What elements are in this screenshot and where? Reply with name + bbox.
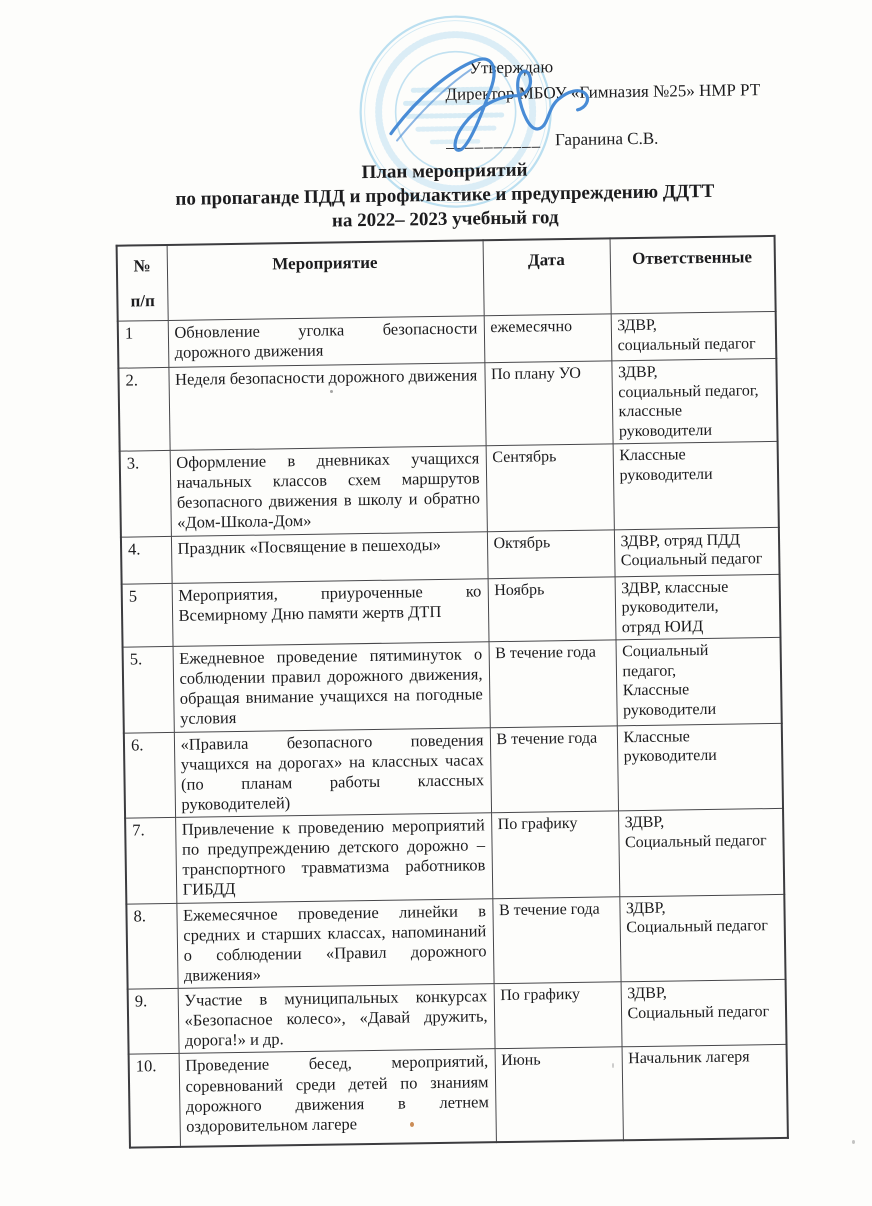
scan-speck <box>612 1063 614 1068</box>
row-activity: Обновление уголка безопасности дорожного движения <box>168 316 485 368</box>
row-date: Июнь <box>495 1047 623 1142</box>
header-number-top: № <box>133 256 151 276</box>
table-row <box>122 574 781 647</box>
row-date: ежемесячно <box>484 314 612 363</box>
row-number: 3. <box>120 451 171 537</box>
row-date: Сентябрь <box>486 444 614 531</box>
row-activity: Праздник «Посвящение в пешеходы» <box>171 531 488 583</box>
signature-icon <box>373 42 605 165</box>
row-number: 8. <box>126 903 177 989</box>
row-date: По графику <box>494 982 622 1049</box>
table-row <box>126 894 785 989</box>
activities-table <box>116 235 789 1149</box>
row-responsible: Начальник лагеря <box>622 1045 788 1141</box>
row-date: Октябрь <box>487 529 615 578</box>
table-row <box>120 441 779 536</box>
signature-line: __________ <box>445 130 542 151</box>
header-number-bottom: п/п <box>130 290 155 311</box>
row-number: 1 <box>118 320 169 368</box>
row-responsible: ЗДВР, отряд ПДД Социальный педагог <box>614 527 780 576</box>
row-activity: Неделя безопасности дорожного движения <box>168 363 485 451</box>
row-responsible: ЗДВР, классные руководители, отряд ЮИД <box>615 574 781 640</box>
director-line: Директор МБОУ «Гимназия №25» НМР РТ <box>445 80 761 104</box>
row-activity: Оформление в дневниках учащихся начальных классов схем маршрутов безопасного движения в школу и обратно «Дом-Школа-Дом» <box>170 446 487 536</box>
scan-speck <box>852 1140 855 1144</box>
row-number: 2. <box>118 367 169 451</box>
row-activity: Ежемесячное проведение линейки в средних и старших классах, напоминаний о соблюдении «Правил дорожного движения» <box>176 898 493 988</box>
row-date: По плану УО <box>484 361 612 446</box>
row-number: 4. <box>121 536 172 584</box>
row-responsible: ЗДВР, социальный педагог, классные руководители <box>611 358 777 444</box>
title-line-2: по пропаганде ПДД и профилактике и предупреждению ДДТТ <box>175 180 715 210</box>
row-responsible: ЗДВР, Социальный педагог <box>621 979 787 1047</box>
row-responsible: ЗДВР, Социальный педагог <box>618 808 784 896</box>
signer-name: Гаранина С.В. <box>554 128 659 150</box>
row-activity: Участие в муниципальных конкурсах «Безопасное колесо», «Давай дружить, дорога!» и др. <box>178 984 495 1054</box>
row-date: В течение года <box>492 896 620 983</box>
scan-speck <box>330 390 333 393</box>
table-header-row <box>117 236 776 321</box>
row-number: 5 <box>122 583 173 647</box>
row-date: Ноябрь <box>488 576 616 641</box>
row-activity: «Правила безопасного поведения учащихся на дорогах» на классных часах (по планам работы классных руководителей) <box>174 727 491 817</box>
header-number <box>117 245 168 321</box>
header-responsible: Ответственные <box>610 236 776 314</box>
row-number: 9. <box>128 988 179 1054</box>
title-line-3: на 2022– 2023 учебный год <box>331 207 559 232</box>
approval-word: Утверждаю <box>468 57 554 78</box>
row-responsible: Классные руководители <box>613 441 779 529</box>
row-activity: Ежедневное проведение пятиминуток о соблюдении правил дорожного движения, обращая внимание учащихся на погодные условия <box>173 642 490 732</box>
row-responsible: ЗДВР, социальный педагог <box>611 311 777 360</box>
row-number: 6. <box>124 732 175 818</box>
row-responsible: ЗДВР, Социальный педагог <box>619 894 785 982</box>
row-date: По графику <box>491 811 619 898</box>
row-responsible: Классные руководители <box>617 723 783 811</box>
title-line-1: План мероприятий <box>361 159 528 184</box>
row-number: 10. <box>129 1054 180 1148</box>
table-row <box>123 638 782 733</box>
table-row <box>125 808 784 903</box>
header-date: Дата <box>483 238 611 315</box>
row-responsible: Социальный педагог, Классные руководители <box>616 638 782 726</box>
row-activity: Мероприятия, приуроченные ко Всемирному Дню памяти жертв ДТП <box>172 578 489 646</box>
scan-speck <box>410 1122 414 1127</box>
table-row <box>129 1045 788 1148</box>
document-title <box>24 154 865 238</box>
row-date: В течение года <box>489 640 617 727</box>
row-activity: Проведение бесед, мероприятий, соревнований среди детей по знаниям дорожного движения в летнем оздоровительном лагере <box>179 1049 496 1147</box>
table-row <box>128 979 787 1054</box>
row-activity: Привлечение к проведению мероприятий по предупреждению детского дорожно – транспортного травматизма работников ГИБДД <box>175 813 492 903</box>
table-row <box>124 723 783 818</box>
row-number: 5. <box>123 647 174 733</box>
row-number: 7. <box>125 818 176 904</box>
header-activity: Мероприятие <box>167 240 484 320</box>
table-row <box>118 358 777 451</box>
row-date: В течение года <box>490 725 618 812</box>
